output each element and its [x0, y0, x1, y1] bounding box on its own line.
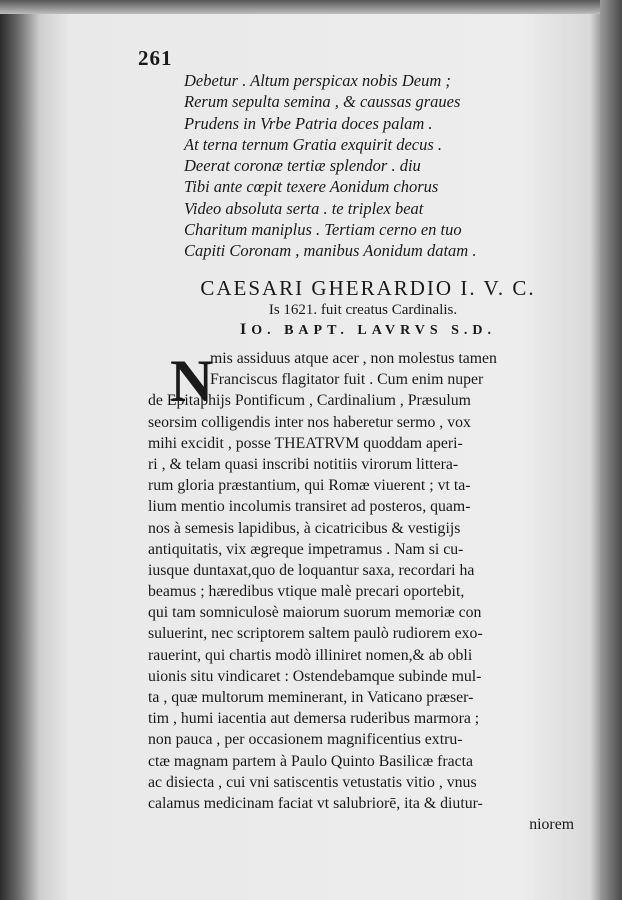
author-line: IO. BAPT. LAVRVS S.D. — [239, 321, 497, 338]
verse-line: Video absoluta serta . te triplex beat — [184, 198, 424, 218]
page-top-edge — [0, 0, 622, 14]
catchword: niorem — [529, 816, 574, 834]
body-line: tim , humi iacentia aut demersa ruderibus marmora ; — [148, 710, 480, 728]
body-line: uionis situ vindicaret : Ostendebamque subinde mul- — [148, 667, 482, 685]
verse-line: Tibi ante cœpit texere Aonidum chorus — [184, 177, 439, 197]
body-line: calamus medicinam faciat vt salubriorē, ita & diutur- — [148, 794, 483, 812]
section-heading: CAESARI GHERARDIO I. V. C. — [200, 276, 536, 300]
body-line: suluerint, nec scriptorem saltem paulò rudiorem exo- — [148, 625, 483, 643]
drop-cap: N — [170, 348, 214, 414]
body-line: nos à semesis lapidibus, à cicatricibus & vestigijs — [148, 519, 461, 537]
body-line: ac disiecta , cui vni satiscentis vetustatis vitio , vnus — [148, 773, 477, 791]
verse-block — [184, 70, 574, 262]
body-line: lium mentio incolumis transiret ad posteros, quam- — [148, 498, 471, 516]
verse-line: Deerat coronæ tertiæ splendor . diu — [184, 156, 421, 176]
verse-line: Charitum maniplus . Tertiam cerno en tuo — [184, 220, 462, 240]
body-line: mis assiduus atque acer , non molestus tamen — [210, 350, 497, 367]
verse-line: Debetur . Altum perspicax nobis Deum ; — [184, 71, 451, 90]
body-line: ctæ magnam partem à Paulo Quinto Basilicæ fracta — [148, 752, 474, 770]
body-line: antiquitatis, vix ægreque impetramus . Nam si cu- — [148, 540, 464, 558]
page-right-edge — [600, 0, 622, 900]
body-line: rauerint, qui chartis modò illiniret nomen,& ab obli — [148, 646, 473, 664]
page-content — [138, 40, 578, 900]
body-line: de Epitaphijs Pontificum , Cardinalium , Præsulum — [148, 392, 471, 410]
verse-line: Capiti Coronam , manibus Aonidum datam . — [184, 241, 477, 261]
body-line: beamus ; hæredibus vtique malè precari oportebit, — [148, 583, 465, 601]
body-line: ri , & telam quasi inscribi notitiis virorum littera- — [148, 455, 459, 473]
body-line: qui tam somniculosè maiorum suorum memoriæ con — [148, 604, 482, 622]
body-line: rum gloria præstantium, qui Romæ viuerent ; vt ta- — [148, 477, 471, 495]
body-line: mihi excidit , posse THEATRVM quoddam aperi- — [148, 434, 463, 452]
body-line: iusque duntaxat,quo de loquantur saxa, recordari ha — [148, 561, 475, 579]
verse-line: Rerum sepulta semina , & caussas graues — [184, 92, 461, 112]
section-subheading: Is 1621. fuit creatus Cardinalis. — [268, 302, 458, 318]
body-paragraph — [148, 348, 580, 835]
body-line: non pauca , per occasionem magnificentius extru- — [148, 731, 463, 749]
body-line: ta , quæ multorum meminerant, in Vaticano præser- — [148, 689, 474, 706]
body-line: Franciscus flagitator fuit . Cum enim nuper — [210, 371, 484, 389]
body-line: seorsim colligendis inter nos haberetur sermo , vox — [148, 413, 471, 431]
page-number: 261 — [138, 46, 173, 70]
verse-line: At terna ternum Gratia exquirit decus . — [184, 134, 443, 154]
verse-line: Prudens in Vrbe Patria doces palam . — [184, 113, 433, 133]
